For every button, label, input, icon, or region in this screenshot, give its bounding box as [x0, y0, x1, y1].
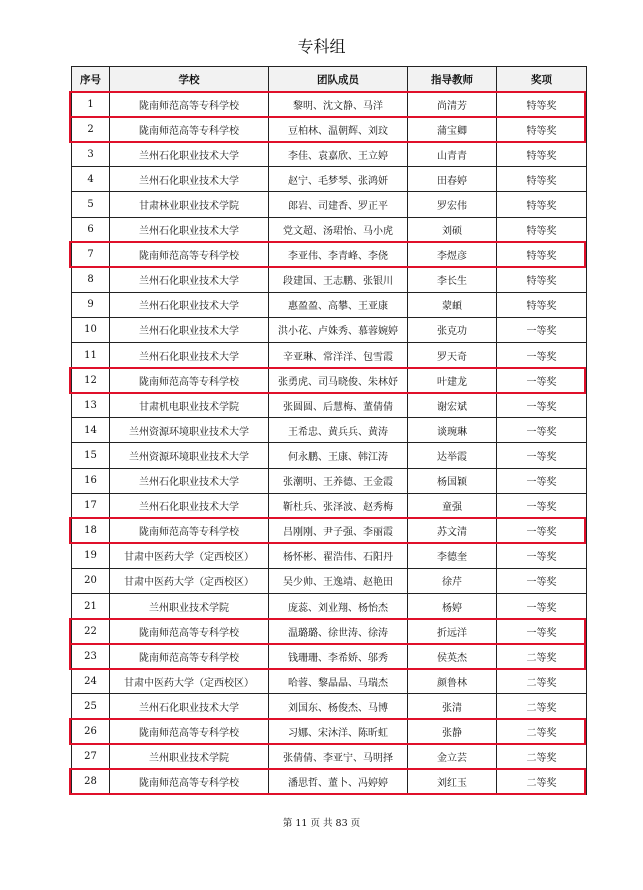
- table-row: [72, 217, 587, 242]
- cell-members: 温璐璐、徐世涛、徐涛: [269, 619, 408, 644]
- cell-school: 兰州石化职业技术大学: [110, 267, 269, 292]
- cell-school: 陇南师范高等专科学校: [110, 368, 269, 393]
- cell-school: 陇南师范高等专科学校: [110, 117, 269, 142]
- cell-advisor: 李煜彦: [408, 242, 497, 267]
- cell-number: 4: [72, 167, 110, 192]
- cell-number: 6: [72, 217, 110, 242]
- header-award: 奖项: [497, 67, 587, 92]
- cell-school: 甘肃机电职业技术学院: [110, 393, 269, 418]
- cell-school: 兰州石化职业技术大学: [110, 317, 269, 342]
- cell-award: 特等奖: [497, 92, 587, 117]
- table-row: [72, 418, 587, 443]
- cell-school: 甘肃中医药大学（定西校区）: [110, 669, 269, 694]
- cell-advisor: 杨婷: [408, 593, 497, 618]
- table-row: [72, 719, 587, 744]
- table-row: [72, 644, 587, 669]
- cell-advisor: 蒲宝卿: [408, 117, 497, 142]
- header-number: 序号: [72, 67, 110, 92]
- cell-advisor: 苏文清: [408, 518, 497, 543]
- cell-award: 特等奖: [497, 192, 587, 217]
- table-row: [72, 368, 587, 393]
- table-row: [72, 593, 587, 618]
- cell-advisor: 罗宏伟: [408, 192, 497, 217]
- cell-award: 一等奖: [497, 593, 587, 618]
- cell-award: 二等奖: [497, 744, 587, 769]
- table-row: [72, 568, 587, 593]
- cell-advisor: 尚清芳: [408, 92, 497, 117]
- cell-award: 一等奖: [497, 518, 587, 543]
- cell-advisor: 谢宏斌: [408, 393, 497, 418]
- cell-members: 吕刚刚、尹子强、李丽霞: [269, 518, 408, 543]
- cell-school: 兰州石化职业技术大学: [110, 468, 269, 493]
- cell-advisor: 罗天奇: [408, 343, 497, 368]
- cell-members: 党文超、汤珺怡、马小虎: [269, 217, 408, 242]
- cell-school: 陇南师范高等专科学校: [110, 92, 269, 117]
- cell-members: 潘思哲、董卜、冯婷婷: [269, 769, 408, 794]
- cell-number: 8: [72, 267, 110, 292]
- cell-members: 段建国、王志鹏、张银川: [269, 267, 408, 292]
- cell-school: 陇南师范高等专科学校: [110, 518, 269, 543]
- table-row: [72, 694, 587, 719]
- table-header-row: [72, 67, 587, 92]
- cell-number: 27: [72, 744, 110, 769]
- cell-members: 庞蕊、刘业翔、杨怡杰: [269, 593, 408, 618]
- page-title: 专科组: [297, 37, 346, 56]
- cell-number: 21: [72, 593, 110, 618]
- cell-school: 陇南师范高等专科学校: [110, 242, 269, 267]
- cell-number: 22: [72, 619, 110, 644]
- cell-award: 一等奖: [497, 619, 587, 644]
- cell-members: 杨怀彬、翟浩伟、石阳丹: [269, 543, 408, 568]
- cell-school: 甘肃中医药大学（定西校区）: [110, 543, 269, 568]
- cell-award: 一等奖: [497, 468, 587, 493]
- cell-award: 一等奖: [497, 543, 587, 568]
- cell-school: 兰州石化职业技术大学: [110, 493, 269, 518]
- table-row: [72, 317, 587, 342]
- table-row: [72, 518, 587, 543]
- cell-award: 特等奖: [497, 217, 587, 242]
- cell-award: 二等奖: [497, 719, 587, 744]
- cell-advisor: 达举霞: [408, 443, 497, 468]
- cell-number: 19: [72, 543, 110, 568]
- cell-members: 惠盈盈、高攀、王亚康: [269, 292, 408, 317]
- cell-members: 张勇虎、司马晓俊、朱林妤: [269, 368, 408, 393]
- table-row: [72, 292, 587, 317]
- cell-advisor: 山青青: [408, 142, 497, 167]
- cell-advisor: 童强: [408, 493, 497, 518]
- cell-school: 兰州职业技术学院: [110, 744, 269, 769]
- cell-award: 特等奖: [497, 142, 587, 167]
- cell-advisor: 田春婷: [408, 167, 497, 192]
- cell-advisor: 刘红玉: [408, 769, 497, 794]
- table-row: [72, 117, 587, 142]
- cell-award: 二等奖: [497, 694, 587, 719]
- table-row: [72, 167, 587, 192]
- cell-advisor: 李长生: [408, 267, 497, 292]
- cell-number: 23: [72, 644, 110, 669]
- table-row: [72, 669, 587, 694]
- cell-members: 李佳、袁嘉欣、王立婷: [269, 142, 408, 167]
- cell-advisor: 谈琬琳: [408, 418, 497, 443]
- cell-award: 一等奖: [497, 568, 587, 593]
- cell-advisor: 金立芸: [408, 744, 497, 769]
- cell-school: 陇南师范高等专科学校: [110, 619, 269, 644]
- table-row: [72, 192, 587, 217]
- cell-members: 刘国东、杨俊杰、马博: [269, 694, 408, 719]
- header-members: 团队成员: [269, 67, 408, 92]
- cell-school: 甘肃林业职业技术学院: [110, 192, 269, 217]
- cell-school: 陇南师范高等专科学校: [110, 719, 269, 744]
- cell-award: 一等奖: [497, 418, 587, 443]
- cell-number: 7: [72, 242, 110, 267]
- table-row: [72, 142, 587, 167]
- cell-award: 二等奖: [497, 644, 587, 669]
- page-footer: 第 11 页 共 83 页: [282, 818, 361, 829]
- cell-number: 16: [72, 468, 110, 493]
- table-row: [72, 393, 587, 418]
- cell-members: 郎岩、司建香、罗正平: [269, 192, 408, 217]
- cell-award: 一等奖: [497, 443, 587, 468]
- cell-number: 25: [72, 694, 110, 719]
- cell-school: 陇南师范高等专科学校: [110, 769, 269, 794]
- cell-advisor: 徐芹: [408, 568, 497, 593]
- cell-advisor: 张静: [408, 719, 497, 744]
- cell-number: 28: [72, 769, 110, 794]
- cell-advisor: 折远洋: [408, 619, 497, 644]
- cell-number: 9: [72, 292, 110, 317]
- cell-number: 2: [72, 117, 110, 142]
- cell-advisor: 杨国颖: [408, 468, 497, 493]
- cell-award: 特等奖: [497, 242, 587, 267]
- cell-school: 兰州石化职业技术大学: [110, 292, 269, 317]
- cell-award: 一等奖: [497, 317, 587, 342]
- cell-members: 王希忠、黄兵兵、黄涛: [269, 418, 408, 443]
- cell-award: 特等奖: [497, 117, 587, 142]
- table-row: [72, 543, 587, 568]
- cell-advisor: 张清: [408, 694, 497, 719]
- cell-members: 赵宁、毛梦琴、张鸿妍: [269, 167, 408, 192]
- cell-number: 11: [72, 343, 110, 368]
- cell-award: 一等奖: [497, 393, 587, 418]
- cell-number: 1: [72, 92, 110, 117]
- cell-school: 兰州石化职业技术大学: [110, 694, 269, 719]
- cell-number: 10: [72, 317, 110, 342]
- cell-members: 李亚伟、李青峰、李侥: [269, 242, 408, 267]
- cell-members: 吴少帅、王逸靖、赵艳田: [269, 568, 408, 593]
- header-school: 学校: [110, 67, 269, 92]
- cell-members: 哈蓉、黎晶晶、马瑞杰: [269, 669, 408, 694]
- table-row: [72, 468, 587, 493]
- cell-number: 20: [72, 568, 110, 593]
- table-row: [72, 443, 587, 468]
- award-table: [71, 66, 587, 795]
- cell-members: 张潮明、王养德、王金霞: [269, 468, 408, 493]
- cell-members: 习娜、宋沐洋、陈昕虹: [269, 719, 408, 744]
- cell-members: 张倩倩、李亚宁、马明择: [269, 744, 408, 769]
- table-row: [72, 267, 587, 292]
- table-row: [72, 92, 587, 117]
- cell-number: 26: [72, 719, 110, 744]
- cell-award: 特等奖: [497, 292, 587, 317]
- cell-advisor: 张克功: [408, 317, 497, 342]
- cell-award: 二等奖: [497, 669, 587, 694]
- cell-award: 一等奖: [497, 343, 587, 368]
- table-row: [72, 744, 587, 769]
- table-row: [72, 619, 587, 644]
- cell-award: 特等奖: [497, 167, 587, 192]
- cell-award: 一等奖: [497, 368, 587, 393]
- cell-members: 张圆圆、后慧梅、董倩倩: [269, 393, 408, 418]
- table-row: [72, 769, 587, 794]
- cell-number: 13: [72, 393, 110, 418]
- cell-number: 14: [72, 418, 110, 443]
- table-row: [72, 493, 587, 518]
- cell-members: 辛亚琳、常洋洋、包雪霞: [269, 343, 408, 368]
- table-body: [72, 92, 587, 795]
- cell-award: 特等奖: [497, 267, 587, 292]
- cell-members: 黎明、沈文静、马洋: [269, 92, 408, 117]
- cell-number: 5: [72, 192, 110, 217]
- cell-advisor: 蒙頔: [408, 292, 497, 317]
- cell-members: 豆柏林、温朝辉、刘玟: [269, 117, 408, 142]
- cell-number: 18: [72, 518, 110, 543]
- cell-school: 兰州资源环境职业技术大学: [110, 443, 269, 468]
- cell-number: 12: [72, 368, 110, 393]
- header-advisor: 指导教师: [408, 67, 497, 92]
- cell-advisor: 李德奎: [408, 543, 497, 568]
- cell-school: 兰州石化职业技术大学: [110, 167, 269, 192]
- cell-advisor: 颜鲁林: [408, 669, 497, 694]
- cell-school: 陇南师范高等专科学校: [110, 644, 269, 669]
- cell-number: 3: [72, 142, 110, 167]
- cell-school: 兰州石化职业技术大学: [110, 217, 269, 242]
- cell-school: 甘肃中医药大学（定西校区）: [110, 568, 269, 593]
- cell-members: 洪小花、卢姝秀、慕蓉婉婷: [269, 317, 408, 342]
- cell-number: 24: [72, 669, 110, 694]
- cell-advisor: 叶建龙: [408, 368, 497, 393]
- cell-school: 兰州资源环境职业技术大学: [110, 418, 269, 443]
- cell-advisor: 刘硕: [408, 217, 497, 242]
- cell-number: 15: [72, 443, 110, 468]
- table-row: [72, 343, 587, 368]
- cell-award: 二等奖: [497, 769, 587, 794]
- cell-members: 靳杜兵、张泽波、赵秀梅: [269, 493, 408, 518]
- cell-advisor: 侯英杰: [408, 644, 497, 669]
- cell-school: 兰州职业技术学院: [110, 593, 269, 618]
- cell-award: 一等奖: [497, 493, 587, 518]
- cell-school: 兰州石化职业技术大学: [110, 142, 269, 167]
- table-row: [72, 242, 587, 267]
- cell-members: 钱珊珊、李希娇、邬秀: [269, 644, 408, 669]
- cell-school: 兰州石化职业技术大学: [110, 343, 269, 368]
- cell-members: 何永鹏、王康、韩江涛: [269, 443, 408, 468]
- cell-number: 17: [72, 493, 110, 518]
